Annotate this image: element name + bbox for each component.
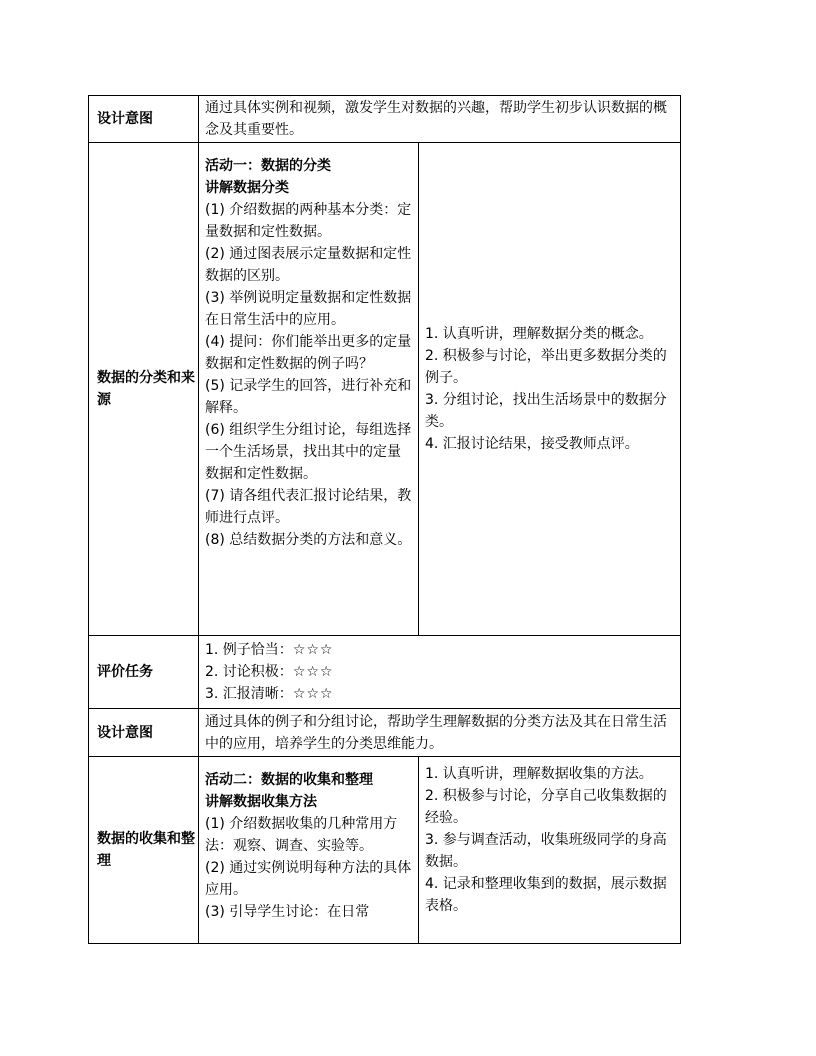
evaluation-item: 2. 讨论积极：☆☆☆ xyxy=(205,664,334,680)
teacher-item: (2) 通过实例说明每种方法的具体应用。 xyxy=(205,860,412,898)
activity-subtitle-2: 讲解数据收集方法 xyxy=(205,794,317,810)
activity-subtitle-1: 讲解数据分类 xyxy=(205,180,289,196)
evaluation-row xyxy=(89,636,681,709)
student-item: 3. 分组讨论，找出生活场景中的数据分类。 xyxy=(425,392,667,430)
lesson-plan-page xyxy=(88,95,680,944)
teacher-item: (2) 通过图表展示定量数据和定性数据的区别。 xyxy=(205,246,412,284)
teacher-item: (6) 组织学生分组讨论，每组选择一个生活场景，找出其中的定量数据和定性数据。 xyxy=(205,422,412,482)
section-row-2 xyxy=(89,757,681,944)
student-item: 2. 积极参与讨论，分享自己收集数据的经验。 xyxy=(425,788,667,826)
section-row-1 xyxy=(89,143,681,636)
teacher-activity-2 xyxy=(199,757,419,944)
evaluation-item: 1. 例子恰当：☆☆☆ xyxy=(205,642,334,658)
teacher-item: (3) 举例说明定量数据和定性数据在日常生活中的应用。 xyxy=(205,290,412,328)
student-item: 1. 认真听讲，理解数据分类的概念。 xyxy=(425,326,653,342)
activity-title-1: 活动一：数据的分类 xyxy=(205,158,331,174)
intent-label-1: 设计意图 xyxy=(89,96,199,143)
intent-text-2: 通过具体的例子和分组讨论，帮助学生理解数据的分类方法及其在日常生活中的应用，培养学生的分类思维能力。 xyxy=(199,709,681,757)
student-item: 4. 记录和整理收集到的数据，展示数据表格。 xyxy=(425,876,667,914)
evaluation-items xyxy=(199,636,681,709)
intent-row-1 xyxy=(89,96,681,143)
student-activity-2 xyxy=(419,757,681,944)
intent-row-2 xyxy=(89,709,681,757)
student-item: 2. 积极参与讨论，举出更多数据分类的例子。 xyxy=(425,348,667,386)
teacher-item: (1) 介绍数据收集的几种常用方法：观察、调查、实验等。 xyxy=(205,816,398,854)
intent-label-2: 设计意图 xyxy=(89,709,199,757)
student-item: 1. 认真听讲，理解数据收集的方法。 xyxy=(425,766,653,782)
teacher-item: (5) 记录学生的回答，进行补充和解释。 xyxy=(205,378,412,416)
student-item: 3. 参与调查活动，收集班级同学的身高数据。 xyxy=(425,832,667,870)
student-activity-1 xyxy=(419,143,681,636)
star-rating: ☆☆☆ xyxy=(292,664,334,680)
teacher-item: (8) 总结数据分类的方法和意义。 xyxy=(205,532,412,548)
teacher-activity-1 xyxy=(199,143,419,636)
star-rating: ☆☆☆ xyxy=(292,686,334,702)
teacher-item: (7) 请各组代表汇报讨论结果，教师进行点评。 xyxy=(205,488,412,526)
teacher-item: (4) 提问：你们能举出更多的定量数据和定性数据的例子吗？ xyxy=(205,334,412,372)
evaluation-item: 3. 汇报清晰：☆☆☆ xyxy=(205,686,334,702)
teacher-item: (1) 介绍数据的两种基本分类：定量数据和定性数据。 xyxy=(205,202,412,240)
section-label-2: 数据的收集和整理 xyxy=(89,757,199,944)
section-label-1: 数据的分类和来源 xyxy=(89,143,199,636)
activity-title-2: 活动二：数据的收集和整理 xyxy=(205,772,373,788)
teacher-item: (3) 引导学生讨论：在日常 xyxy=(205,904,370,920)
lesson-plan-table xyxy=(88,95,681,944)
evaluation-label: 评价任务 xyxy=(89,636,199,709)
star-rating: ☆☆☆ xyxy=(292,642,334,658)
student-item: 4. 汇报讨论结果，接受教师点评。 xyxy=(425,436,639,452)
intent-text-1: 通过具体实例和视频，激发学生对数据的兴趣，帮助学生初步认识数据的概念及其重要性。 xyxy=(199,96,681,143)
